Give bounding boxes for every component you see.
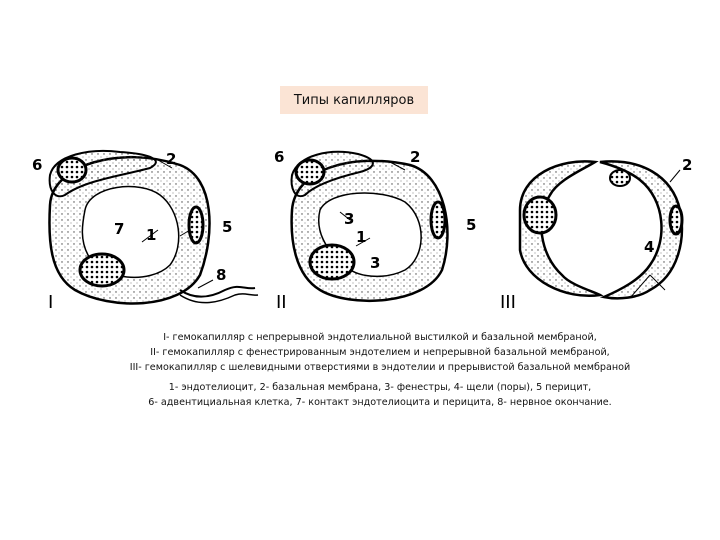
label-p2-3: 1 [356,228,367,246]
caption-type-1: I- гемокапилляр с непрерывной эндотелиальной выстилкой и базальной мембраной, [163,332,597,343]
endothelial-nucleus-2 [310,245,354,279]
label-p3-0: 2 [682,156,693,174]
roman-p3: III [500,292,516,313]
roman-p2: II [276,292,287,313]
label-p1-5: 8 [216,266,227,284]
label-p3-1: 4 [644,238,655,256]
label-p2-5: 5 [466,216,477,234]
caption-legend-1: 1- эндотелиоцит, 2- базальная мембрана, 3- фенестры, 4- щели (поры), 5 перицит, [168,382,592,393]
caption-type-3: III- гемокапилляр с шелевидными отверстиями в эндотелии и прерывистой базальной мембраной [129,362,631,373]
endothelial-nucleus-1 [80,254,124,286]
panel-1 [32,150,258,313]
pericyte-nucleus-3 [670,206,682,234]
nerve-ending-1 [180,287,255,297]
adventitial-nucleus-3 [610,170,630,186]
endothelial-nucleus-3 [524,197,556,233]
capillary-figure [30,140,710,320]
title-box [280,86,428,114]
caption-legend [120,380,640,410]
label-p1-4: 5 [222,218,233,236]
adventitial-nucleus-2 [296,160,324,184]
label-p1-1: 2 [166,150,177,168]
label-p1-2: 1 [146,226,157,244]
panel-3 [500,156,692,313]
label-p2-4: 3 [370,254,381,272]
roman-p1: I [48,292,54,313]
caption-types [120,330,640,375]
pericyte-nucleus-2 [431,202,445,238]
adventitial-nucleus-1 [58,158,86,182]
label-p2-2: 3 [344,210,355,228]
pericyte-nucleus-1 [189,207,203,243]
label-p2-1: 2 [410,148,421,166]
page-title: Типы капилляров [293,92,415,108]
label-p2-0: 6 [274,148,285,166]
panel-2 [274,148,476,313]
caption-type-2: II- гемокапилляр с фенестрированным эндотелием и непрерывной базальной мембраной, [150,347,610,358]
label-p1-0: 6 [32,156,43,174]
caption-legend-2: 6- адвентициальная клетка, 7- контакт эндотелиоцита и перицита, 8- нервное окончание. [148,397,612,408]
label-p1-3: 7 [114,220,125,238]
